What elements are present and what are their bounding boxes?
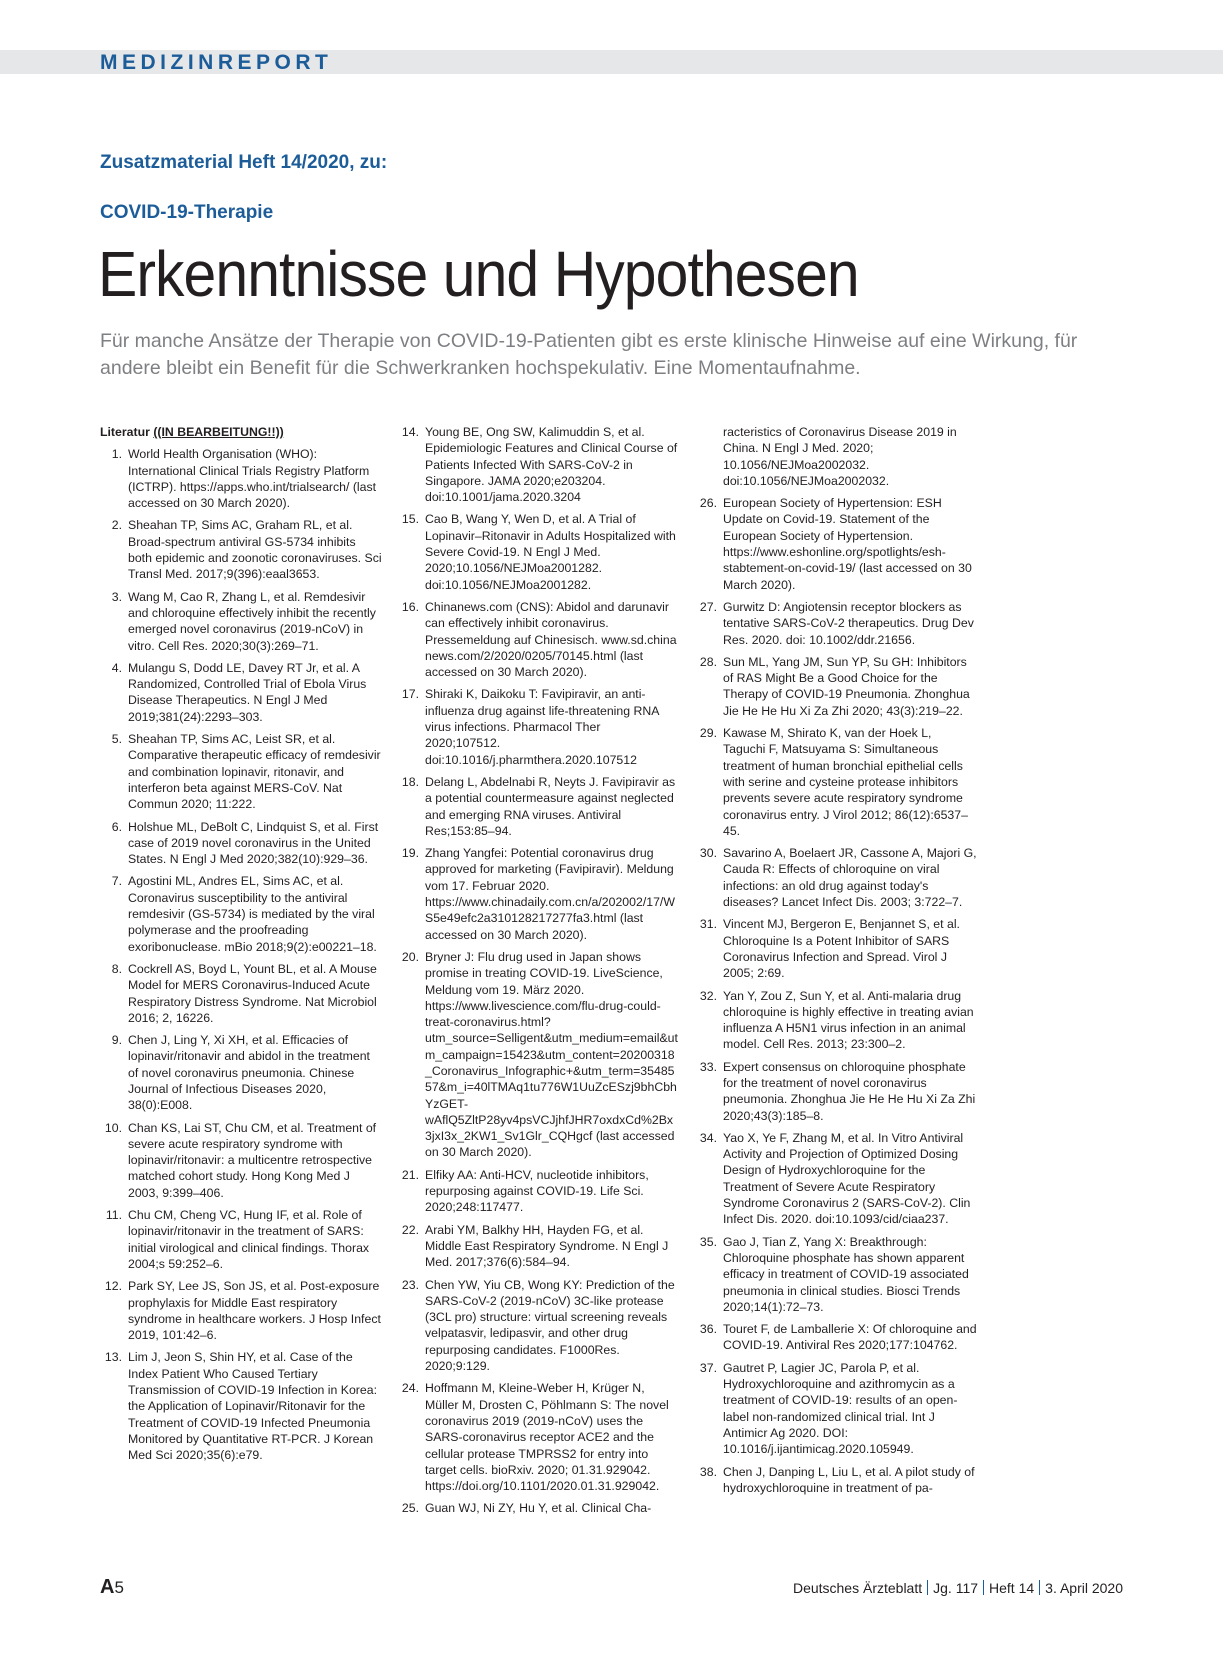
footer-divider (983, 1580, 984, 1595)
reference-text: Chinanews.com (CNS): Abidol and darunavir can effectively inhibit coronavirus. Pressemeldung auf Chinesisch. www.sd.china news.com/2/2020/0205/70145.html (last accessed on 30 March 2020). (425, 599, 677, 680)
reference-item (397, 774, 679, 839)
reference-item (397, 1222, 679, 1271)
reference-text: Shiraki K, Daikoku T: Favipiravir, an anti-influenza drug against life-threatening RNA virus infections. Pharmacol Ther 2020;107512. doi:10.1016/j.pharmthera.2020.107512 (425, 687, 659, 767)
reference-text: Yan Y, Zou Z, Sun Y, et al. Anti-malaria drug chloroquine is highly effective in treating avian influenza A H5N1 virus infection in an animal model. Cell Res. 2013; 23:300–2. (723, 988, 974, 1052)
reference-number: 35. (699, 1234, 717, 1249)
reference-text: Lim J, Jeon S, Shin HY, et al. Case of the Index Patient Who Caused Tertiary Transmission of COVID-19 Infection in Korea: the Application of Lopinavir/Ritonavir for the Treatment of COVID-19 Infected Pneumonia Monitored by Quantitative RT-PCR. J Korean Med Sci 2020;35(6):e79. (128, 1350, 377, 1463)
reference-item (695, 845, 977, 910)
journal-name: Deutsches Ärzteblatt (792, 1580, 923, 1596)
reference-item (100, 819, 382, 868)
reference-item (100, 1349, 382, 1463)
reference-number: 30. (699, 846, 717, 861)
reference-text: Gautret P, Lagier JC, Parola P, et al. Hydroxychloroquine and azithromycin as a treatment of COVID-19: results of an open-label non-randomized clinical trial. Int J Antimicr Ag 2020. DOI: 10.1016/j.ijantimicag.2020.105949. (723, 1360, 958, 1457)
topic-kicker: COVID-19-Therapie (100, 202, 274, 223)
reference-item (100, 731, 382, 812)
reference-number: 28. (699, 654, 717, 669)
reference-number: 20. (401, 949, 419, 964)
reference-item (695, 1234, 977, 1315)
reference-text: Touret F, de Lamballerie X: Of chloroquine and COVID-19. Antiviral Res 2020;177:104762. (723, 1322, 977, 1353)
reference-text: Chu CM, Cheng VC, Hung IF, et al. Role of lopinavir/ritonavir in the treatment of SARS: initial virological and clinical findings. Thorax 2004;s 59:252–6. (128, 1208, 370, 1271)
reference-number: 18. (401, 774, 419, 789)
reference-item (695, 1059, 977, 1124)
reference-number: 15. (401, 512, 419, 527)
reference-number: 16. (401, 599, 419, 614)
reference-item (100, 517, 382, 582)
reference-item (695, 1321, 977, 1354)
section-label: MEDIZINREPORT (100, 51, 333, 74)
reference-text: Wang M, Cao R, Zhang L, et al. Remdesivir and chloroquine effectively inhibit the recently emerged novel coronavirus (2019-nCoV) in vitro. Cell Res. 2020;30(3):269–71. (128, 589, 376, 653)
literature-heading (100, 424, 382, 440)
footer-divider (927, 1580, 928, 1595)
reference-column-2 (397, 424, 679, 1523)
journal-date: 3. April 2020 (1045, 1580, 1123, 1596)
footer-divider (1039, 1580, 1040, 1595)
reference-text: Cao B, Wang Y, Wen D, et al. A Trial of Lopinavir–Ritonavir in Adults Hospitalized with Severe Covid-19. N Engl J Med. 2020;10.1056/NEJMoa2001282. doi:10.1056/NEJMoa2001282. (425, 512, 676, 592)
reference-text: Sun ML, Yang JM, Sun YP, Su GH: Inhibitors of RAS Might Be a Good Choice for the Therapy of COVID-19 Pneumonia. Zhonghua Jie He He Hu Xi Za Zhi 2020; 43(3):219–22. (723, 654, 970, 718)
reference-text: European Society of Hypertension: ESH Update on Covid-19. Statement of the European Society of Hypertension. https://www.eshonline.org/spotlights/esh-stabtement-on-covid-19/ (last accessed on 30 March 2020). (723, 496, 972, 592)
reference-item (100, 660, 382, 725)
reference-number: 21. (401, 1167, 419, 1182)
reference-item (397, 686, 679, 767)
article-lead: Für manche Ansätze der Therapie von COVID-19-Patienten gibt es erste klinische Hinweise auf eine Wirkung, für andere bleibt ein Benefit für die Schwerkranken hochspekulativ. Eine Momentaufnahme. (100, 330, 1078, 379)
reference-number: 3. (111, 589, 122, 604)
reference-item (397, 599, 679, 680)
reference-text: Expert consensus on chloroquine phosphate for the treatment of novel coronavirus pneumonia. Zhonghua Jie He He Hu Xi Za Zhi 2020;43(3):185–8. (723, 1059, 976, 1123)
page-letter: A (100, 1576, 115, 1598)
reference-number: 23. (401, 1277, 419, 1292)
reference-number: 7. (111, 874, 122, 889)
reference-number: 38. (699, 1464, 717, 1479)
reference-number: 25. (401, 1501, 419, 1516)
reference-text: Gao J, Tian Z, Yang X: Breakthrough: Chloroquine phosphate has shown apparent efficacy in treatment of COVID-19 associated pneumonia in clinical studies. Biosci Trends 2020;14(1):72–73. (723, 1234, 969, 1314)
reference-item (397, 511, 679, 592)
literature-status-note: ((IN BEARBEITUNG!!)) (153, 425, 284, 439)
reference-item (397, 845, 679, 943)
reference-text: Yao X, Ye F, Zhang M, et al. In Vitro Antiviral Activity and Projection of Optimized Dosing Design of Hydroxychloroquine for the Treatment of Severe Acute Respiratory Syndrome Coronavirus 2 (SARS-CoV-2). Clin Infect Dis. 2020. doi:10.1093/cid/ciaa237. (723, 1130, 971, 1227)
reference-number: 29. (699, 726, 717, 741)
reference-item (695, 1130, 977, 1228)
reference-number: 17. (401, 687, 419, 702)
reference-text: Kawase M, Shirato K, van der Hoek L, Taguchi F, Matsuyama S: Simultaneous treatment of human bronchial epithelial cells with serine and cysteine protease inhibitors prevents severe acute respiratory syndrome coronavirus entry. J Virol 2012; 86(12):6537–45. (723, 726, 968, 838)
reference-item (397, 1277, 679, 1375)
reference-text: Holshue ML, DeBolt C, Lindquist S, et al. First case of 2019 novel coronavirus in the United States. N Engl J Med 2020;382(10):929–36. (128, 819, 379, 867)
reference-number: 2. (111, 518, 122, 533)
reference-text: Park SY, Lee JS, Son JS, et al. Post-exposure prophylaxis for Middle East respiratory syndrome in healthcare workers. J Hosp Infect 2019, 101:42–6. (128, 1279, 381, 1343)
reference-text: Guan WJ, Ni ZY, Hu Y, et al. Clinical Cha- (425, 1501, 652, 1516)
reference-text: Sheahan TP, Sims AC, Leist SR, et al. Comparative therapeutic efficacy of remdesivir and combination lopinavir, ritonavir, and interferon beta against MERS-CoV. Nat Commun 2020; 11:222. (128, 732, 381, 812)
reference-number: 37. (699, 1360, 717, 1375)
reference-number: 9. (111, 1033, 122, 1048)
reference-number: 33. (699, 1059, 717, 1074)
reference-number: 8. (111, 961, 122, 976)
reference-item (397, 949, 679, 1161)
reference-item (100, 1120, 382, 1201)
reference-item (100, 961, 382, 1026)
reference-number: 22. (401, 1222, 419, 1237)
reference-number: 12. (104, 1279, 122, 1294)
reference-text: Zhang Yangfei: Potential coronavirus drug approved for marketing (Favipiravir). Meldung vom 17. Februar 2020. https://www.chinadaily.com.cn/a/202002/17/WS5e49efc2a310128217277fa3.html (last accessed on 30 March 2020). (425, 846, 675, 942)
reference-number: 36. (699, 1322, 717, 1337)
reference-text: Arabi YM, Balkhy HH, Hayden FG, et al. Middle East Respiratory Syndrome. N Engl J Med. 2017;376(6):584–94. (425, 1222, 669, 1270)
reference-number: 31. (699, 917, 717, 932)
reference-text: Gurwitz D: Angiotensin receptor blockers as tentative SARS-CoV-2 therapeutics. Drug Dev Res. 2020. doi: 10.1002/ddr.21656. (723, 599, 974, 647)
reference-item (695, 916, 977, 981)
reference-item (397, 1167, 679, 1216)
reference-item (100, 1278, 382, 1343)
reference-item (100, 446, 382, 511)
reference-item (100, 873, 382, 954)
reference-item (397, 424, 679, 505)
reference-number: 5. (111, 732, 122, 747)
reference-number: 10. (104, 1120, 122, 1135)
reference-text: Chan KS, Lai ST, Chu CM, et al. Treatment of severe acute respiratory syndrome with lopinavir/ritonavir: a multicentre retrospective matched cohort study. Hong Kong Med J 2003, 9:399–406. (128, 1120, 377, 1200)
reference-item (100, 1207, 382, 1272)
reference-text: Chen YW, Yiu CB, Wong KY: Prediction of the SARS-CoV-2 (2019-nCoV) 3C-like protease (3CL pro) structure: virtual screening reveals velpatasvir, ledipasvir, and other drug repurposing candidates. F1000Res. 2020;9:129. (425, 1277, 675, 1374)
reference-text: Hoffmann M, Kleine-Weber H, Krüger N, Müller M, Drosten C, Pöhlmann S: The novel coronavirus 2019 (2019-nCoV) uses the SARS-coronavirus receptor ACE2 and the cellular protease TMPRSS2 for entry into target cells. bioRxiv. 2020; 01.31.929042. https://doi.org/10.1101/2020.01.31.929042. (425, 1381, 669, 1494)
reference-item (695, 424, 977, 489)
page-number (100, 1576, 124, 1599)
journal-issue: Heft 14 (989, 1580, 1035, 1596)
reference-number: 26. (699, 496, 717, 511)
reference-item (100, 589, 382, 654)
supplement-kicker: Zusatzmaterial Heft 14/2020, zu: (100, 152, 388, 173)
reference-number: 32. (699, 988, 717, 1003)
reference-number: 24. (401, 1381, 419, 1396)
reference-item (100, 1032, 382, 1113)
reference-text: Young BE, Ong SW, Kalimuddin S, et al. Epidemiologic Features and Clinical Course of Patients Infected With SARS-CoV-2 in Singapore. JAMA 2020;e203204. doi:10.1001/jama.2020.3204 (425, 425, 678, 505)
reference-item (695, 988, 977, 1053)
reference-number: 11. (105, 1208, 122, 1223)
reference-number: 19. (401, 846, 419, 861)
reference-number: 6. (111, 819, 122, 834)
reference-text: Bryner J: Flu drug used in Japan shows promise in treating COVID-19. LiveScience, Meldung vom 19. März 2020. https://www.livescience.com/flu-drug-could-treat-coronavirus.html?utm_source=Selligent&utm_medium=email&utm_campaign=15423&utm_content=20200318_Coronavirus_Infographic+&utm_term=3548557&m_i=40lTMAq1tu776W1UuZcESzj9bhCbhYzGET-wAflQ5ZltP28yv4psVCJjhfJHR7oxdxCd%2Bx3jxI3x_2KW1_Sv1Glr_CQHgcf (last accessed on 30 March 2020). (425, 949, 678, 1160)
reference-number: 13. (104, 1350, 122, 1365)
reference-item (695, 725, 977, 839)
literature-heading-label: Literatur (100, 425, 150, 439)
reference-text: Savarino A, Boelaert JR, Cassone A, Majori G, Cauda R: Effects of chloroquine on viral infections: an old drug against today's diseases? Lancet Infect Dis. 2003; 3:722–7. (723, 846, 977, 910)
reference-text: Chen J, Ling Y, Xi XH, et al. Efficacies of lopinavir/ritonavir and abidol in the treatment of novel coronavirus pneumonia. Chinese Journal of Infectious Diseases 2020, 38(0):E008. (128, 1033, 370, 1113)
reference-item (695, 1464, 977, 1497)
reference-text: Mulangu S, Dodd LE, Davey RT Jr, et al. A Randomized, Controlled Trial of Ebola Virus Disease Therapeutics. N Engl J Med 2019;381(24):2293–303. (128, 660, 367, 724)
page-number-value: 5 (114, 1578, 124, 1597)
reference-text: Elfiky AA: Anti-HCV, nucleotide inhibitors, repurposing against COVID-19. Life Sci. 2020;248:117477. (425, 1167, 649, 1215)
reference-text: Vincent MJ, Bergeron E, Benjannet S, et al. Chloroquine Is a Potent Inhibitor of SARS Coronavirus Infection and Spread. Virol J 2005; 2:69. (723, 917, 960, 981)
reference-text: Chen J, Danping L, Liu L, et al. A pilot study of hydroxychloroquine in treatment of pa- (723, 1464, 975, 1495)
reference-text: Delang L, Abdelnabi R, Neyts J. Favipiravir as a potential countermeasure against neglected and emerging RNA viruses. Antiviral Res;153:85–94. (425, 774, 676, 838)
reference-text: Agostini ML, Andres EL, Sims AC, et al. Coronavirus susceptibility to the antiviral remdesivir (GS-5734) is mediated by the viral polymerase and the proofreading exoribonuclease. mBio 2018;9(2):e00221–18. (128, 874, 377, 954)
reference-item (695, 654, 977, 719)
reference-text: racteristics of Coronavirus Disease 2019 in China. N Engl J Med. 2020; 10.1056/NEJMoa2002032. doi:10.1056/NEJMoa2002032. (723, 425, 957, 488)
reference-number: 27. (699, 599, 717, 614)
reference-item (695, 495, 977, 593)
journal-volume: Jg. 117 (933, 1580, 979, 1596)
reference-item (695, 1360, 977, 1458)
reference-column-3 (695, 424, 977, 1502)
reference-number: 34. (699, 1130, 717, 1145)
footer-citation (793, 1580, 1123, 1596)
reference-number: 4. (111, 660, 122, 675)
reference-item (397, 1380, 679, 1494)
reference-column-1 (100, 424, 382, 1470)
reference-text: World Health Organisation (WHO): International Clinical Trials Registry Platform (ICTRP). https://apps.who.int/trialsearch/ (last accessed on 30 March 2020). (128, 447, 377, 511)
reference-item (397, 1500, 679, 1516)
reference-number: 1. (111, 447, 122, 462)
reference-text: Cockrell AS, Boyd L, Yount BL, et al. A Mouse Model for MERS Coronavirus-Induced Acute Respiratory Distress Syndrome. Nat Microbiol 2016; 2, 16226. (128, 961, 377, 1025)
reference-text: Sheahan TP, Sims AC, Graham RL, et al. Broad-spectrum antiviral GS-5734 inhibits both epidemic and zoonotic coronaviruses. Sci Transl Med. 2017;9(396):eaal3653. (128, 518, 382, 582)
reference-item (695, 599, 977, 648)
article-title: Erkenntnisse und Hypothesen (98, 238, 859, 310)
reference-number: 14. (401, 425, 419, 439)
